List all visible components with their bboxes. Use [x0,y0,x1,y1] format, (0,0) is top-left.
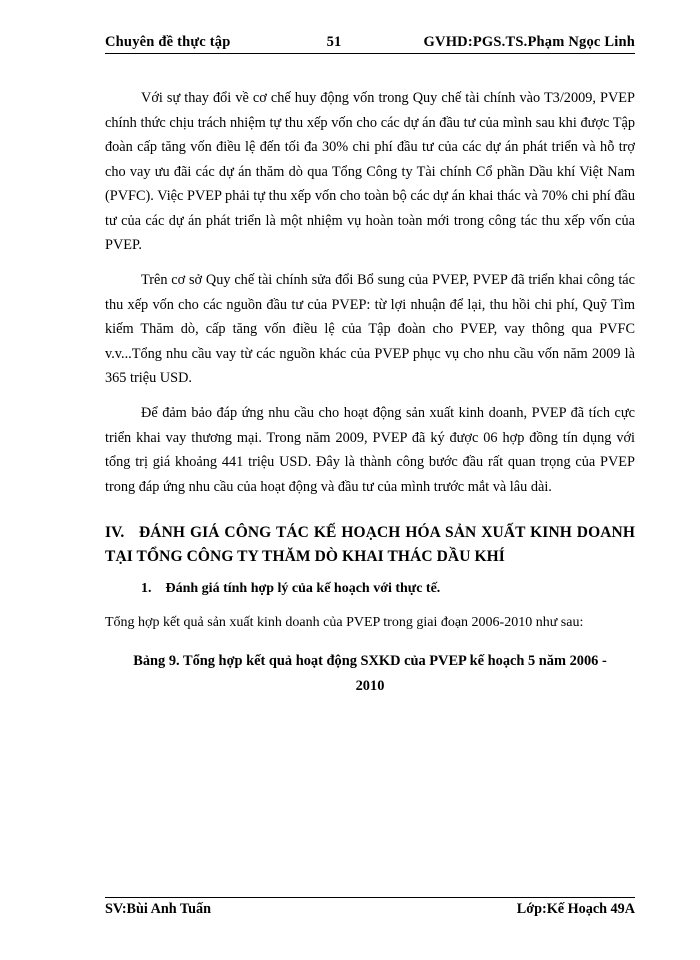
page-header [105,34,635,54]
page-footer [105,897,635,918]
paragraph: Với sự thay đổi về cơ chế huy động vốn trong Quy chế tài chính vào T3/2009, PVEP chính thức chịu trách nhiệm tự thu xếp vốn cho các dự án đầu tư của mình sau khi được Tập đoàn cấp tăng vốn điều lệ đến tối đa 30% chi phí đầu tư của các dự án phát triển và hỗ trợ cho vay ưu đãi các dự án thăm dò qua Tổng Công ty Tài chính Cổ phần Dầu khí Việt Nam (PVFC). Việc PVEP phải tự thu xếp vốn cho toàn bộ các dự án khai thác và 70% chi phí đầu tư của các dự án phát triển là một nhiệm vụ hoàn toàn mới trong công tác thu xếp vốn của PVEP. [105,90,635,254]
sub-section-number: 1. [141,581,152,597]
section-number: IV. [105,524,125,542]
page-content [105,34,635,914]
table-caption: Bảng 9. Tổng hợp kết quả hoạt động SXKD của PVEP kế hoạch 5 năm 2006 - 2010 [133,653,607,694]
section-heading [105,521,635,569]
page-body [105,86,635,698]
intro-line: Tổng hợp kết quả sản xuất kinh doanh của PVEP trong giai đoạn 2006-2010 như sau: [105,615,584,631]
sub-section-heading [105,577,635,601]
paragraph: Để đảm bảo đáp ứng nhu cầu cho hoạt động sản xuất kinh doanh, PVEP đã tích cực triển khai vay thương mại. Trong năm 2009, PVEP đã ký được 06 hợp đồng tín dụng với tổng trị giá khoảng 441 triệu USD. Đây là thành công bước đầu rất quan trọng của PVEP trong đáp ứng nhu cầu của hoạt động và đầu tư của mình trước mắt và lâu dài. [105,404,635,495]
header-page-number: 51 [326,34,342,50]
paragraph: Trên cơ sở Quy chế tài chính sửa đổi Bổ sung của PVEP, PVEP đã triển khai công tác thu xếp vốn cho các nguồn đầu tư của PVEP: từ lợi nhuận để lại, thu hồi chi phí, Quỹ Tìm kiếm Thăm dò, cấp tăng vốn điều lệ của Tập đoàn cho PVEP, vay thông qua PVFC v.v...Tổng nhu cầu vay từ các nguồn khác của PVEP phục vụ cho nhu cầu vốn năm 2009 là 365 triệu USD. [105,272,635,387]
header-left-text: Chuyên đề thực tập [105,34,231,50]
section-title: ĐÁNH GIÁ CÔNG TÁC KẾ HOẠCH HÓA SẢN XUẤT KINH DOANH TẠI TỔNG CÔNG TY THĂM DÒ KHAI THÁC DẦU KHÍ [105,524,635,566]
sub-section-title: Đánh giá tính hợp lý của kế hoạch với thực tế. [165,581,441,597]
header-right-text: GVHD:PGS.TS.Phạm Ngọc Linh [423,34,635,50]
footer-left-text: SV:Bùi Anh Tuấn [105,901,211,917]
footer-right-text: Lớp:Kế Hoạch 49A [516,901,635,917]
